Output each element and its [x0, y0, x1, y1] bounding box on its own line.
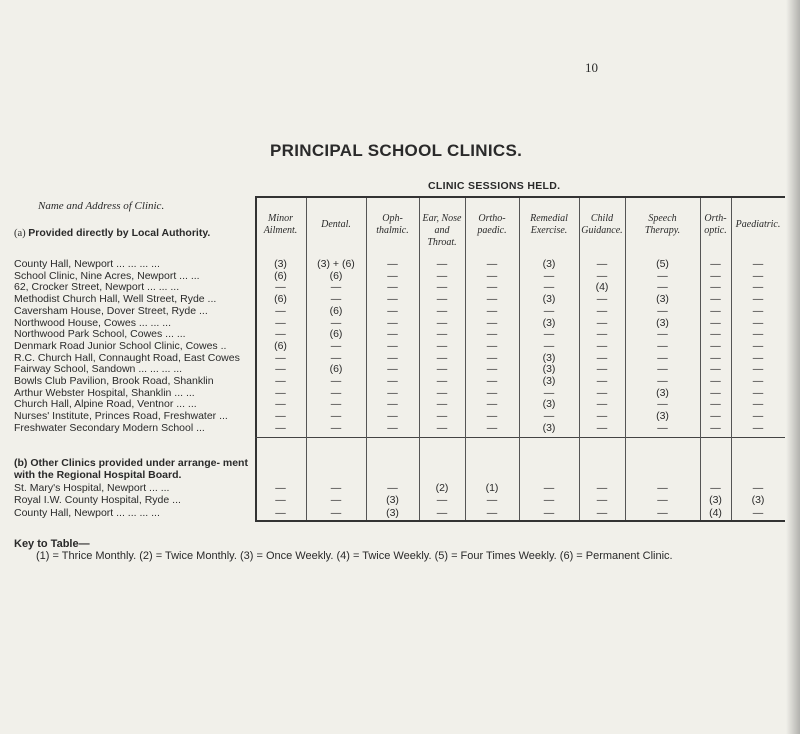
table-cell: —: [596, 494, 608, 507]
table-cell: (3): [751, 494, 765, 507]
column-header-line: optic.: [704, 225, 727, 236]
table-cell: —: [543, 494, 555, 507]
table-cell: —: [657, 269, 668, 282]
row-label: 62, Crocker Street, Newport ... ... ...: [14, 281, 180, 294]
row-label: School Clinic, Nine Acres, Newport ... ...: [14, 269, 200, 282]
table-cell: —: [275, 363, 286, 376]
table-cell: —: [752, 421, 764, 434]
table-cell: —: [275, 482, 286, 494]
table-cell: —: [275, 421, 286, 434]
table-cell: —: [330, 398, 342, 411]
table-cell: —: [657, 363, 668, 376]
row-label: Northwood House, Cowes ... ... ...: [14, 316, 171, 329]
table-cell: —: [486, 328, 498, 341]
table-cell: —: [657, 304, 668, 317]
table-cell: —: [436, 281, 448, 294]
table-cell: —: [710, 482, 721, 494]
table-cell: —: [387, 269, 398, 282]
column-header: [366, 213, 419, 237]
table-cell: —: [486, 351, 498, 364]
table-cell: —: [486, 269, 498, 282]
row-label: Northwood Park School, Cowes ... ...: [14, 328, 186, 341]
table-cell: —: [657, 482, 668, 494]
table-cell: —: [543, 328, 555, 341]
table-cell: —: [330, 281, 342, 294]
table-cell: —: [486, 363, 498, 376]
table-cell: —: [710, 316, 721, 329]
page-edge-shadow: [786, 0, 800, 734]
table-cell: (3): [542, 351, 556, 364]
row-label: County Hall, Newport ... ... ... ...: [14, 258, 160, 270]
table-cell: —: [387, 328, 398, 341]
table-cell: —: [486, 386, 498, 399]
table-cell: —: [387, 363, 398, 376]
table-cell: —: [752, 281, 764, 294]
table-cell: —: [710, 293, 721, 306]
table-cell: —: [710, 281, 721, 294]
table-cell: (3): [542, 363, 556, 376]
table-cell: —: [543, 482, 555, 494]
table-cell: —: [596, 386, 608, 399]
row-label: Nurses' Institute, Princes Road, Freshwater ...: [14, 410, 228, 423]
table-cell: —: [387, 304, 398, 317]
table-cell: (4): [595, 281, 609, 294]
table-cell: —: [752, 351, 764, 364]
column-header: [465, 213, 519, 237]
table-cell: —: [596, 482, 608, 494]
table-subtitle: CLINIC SESSIONS HELD.: [428, 180, 561, 192]
table-cell: —: [387, 258, 398, 270]
table-cell: —: [596, 351, 608, 364]
table-cell: —: [657, 281, 668, 294]
table-cell: —: [486, 494, 498, 507]
table-cell: —: [752, 398, 764, 411]
table-cell: —: [387, 281, 398, 294]
table-cell: —: [436, 258, 448, 270]
section-a-heading: [14, 227, 210, 239]
table-cell: —: [657, 506, 668, 519]
table-cell: —: [657, 421, 668, 434]
table-cell: —: [710, 363, 721, 376]
table-cell: —: [543, 304, 555, 317]
table-cell: —: [752, 269, 764, 282]
table-cell: —: [710, 339, 721, 352]
table-cell: (6): [274, 339, 287, 352]
table-cell: —: [657, 375, 668, 387]
column-header-line: Oph-: [382, 213, 403, 224]
table-cell: (3): [709, 494, 722, 507]
table-cell: —: [330, 375, 342, 387]
column-header-line: Ailment.: [263, 225, 298, 236]
table-cell: —: [486, 293, 498, 306]
table-cell: —: [436, 506, 448, 519]
table-cell: —: [752, 386, 764, 399]
table-cell: —: [275, 351, 286, 364]
table-cell: —: [330, 421, 342, 434]
page-title: PRINCIPAL SCHOOL CLINICS.: [270, 141, 523, 160]
table-cell: —: [596, 316, 608, 329]
table-cell: (3): [386, 494, 399, 507]
table-cell: (1): [485, 482, 499, 494]
table-cell: —: [387, 316, 398, 329]
table-cell: —: [710, 304, 721, 317]
table-cell: —: [752, 293, 764, 306]
table-cell: —: [486, 398, 498, 411]
table-cell: —: [752, 375, 764, 387]
table-cell: —: [330, 482, 342, 494]
column-header: [419, 213, 465, 249]
table-cell: —: [543, 269, 555, 282]
column-header: [731, 219, 785, 231]
table-cell: —: [330, 316, 342, 329]
table-cell: —: [436, 316, 448, 329]
table-cell: —: [330, 351, 342, 364]
table-cell: —: [596, 410, 608, 423]
table-cell: —: [275, 375, 286, 387]
table-cell: —: [387, 386, 398, 399]
table-cell: —: [330, 386, 342, 399]
table-cell: —: [710, 398, 721, 411]
table-cell: —: [330, 339, 342, 352]
table-bottom-rule: [255, 520, 785, 522]
table-cell: —: [596, 328, 608, 341]
table-cell: (6): [329, 363, 343, 376]
table-cell: —: [387, 482, 398, 494]
table-cell: (3): [542, 258, 556, 270]
column-header: [306, 219, 366, 231]
table-cell: —: [436, 351, 448, 364]
table-cell: (6): [274, 269, 287, 282]
table-cell: —: [486, 304, 498, 317]
table-cell: —: [387, 375, 398, 387]
table-cell: —: [330, 494, 342, 507]
table-cell: —: [486, 506, 498, 519]
table-cell: —: [436, 375, 448, 387]
section-a-label: Provided directly by Local Authority.: [28, 227, 211, 239]
table-cell: —: [752, 258, 764, 270]
table-cell: —: [275, 328, 286, 341]
column-header: [255, 213, 306, 237]
table-cell: (3) + (6): [317, 258, 355, 270]
table-cell: —: [486, 258, 498, 270]
table-cell: —: [436, 328, 448, 341]
table-cell: —: [275, 386, 286, 399]
column-header-line: Exercise.: [530, 225, 568, 236]
column-header-line: thalmic.: [376, 225, 409, 236]
table-cell: —: [543, 339, 555, 352]
table-cell: —: [436, 293, 448, 306]
table-cell: —: [710, 386, 721, 399]
row-label: Freshwater Secondary Modern School ...: [14, 421, 205, 434]
table-cell: —: [596, 269, 608, 282]
table-cell: —: [657, 398, 668, 411]
table-cell: —: [387, 410, 398, 423]
row-label: Church Hall, Alpine Road, Ventnor ... ...: [14, 398, 197, 411]
table-cell: —: [486, 339, 498, 352]
section-b-heading: (b) Other Clinics provided under arrange- ment with the Regional Hospital Board.: [14, 457, 248, 481]
table-cell: —: [752, 339, 764, 352]
table-cell: —: [596, 293, 608, 306]
row-label: Bowls Club Pavilion, Brook Road, Shanklin: [14, 375, 214, 387]
table-cell: —: [596, 506, 608, 519]
page-number: 10: [585, 60, 598, 75]
table-cell: —: [275, 398, 286, 411]
table-cell: —: [275, 316, 286, 329]
table-cell: —: [657, 339, 668, 352]
table-cell: (3): [656, 410, 669, 423]
column-header: [625, 213, 700, 237]
column-header-line: Child: [590, 213, 614, 224]
table-cell: —: [387, 398, 398, 411]
table-cell: (3): [386, 506, 399, 519]
table-cell: —: [543, 410, 555, 423]
name-column-header: Name and Address of Clinic.: [38, 200, 165, 212]
table-cell: —: [387, 339, 398, 352]
column-header-line: Dental.: [321, 219, 351, 230]
table-cell: —: [710, 421, 721, 434]
table-cell: —: [710, 410, 721, 423]
table-cell: —: [436, 410, 448, 423]
table-cell: (6): [274, 293, 287, 306]
table-cell: (6): [329, 328, 343, 341]
table-cell: —: [596, 398, 608, 411]
table-cell: —: [657, 351, 668, 364]
row-label: Methodist Church Hall, Well Street, Ryde ...: [14, 293, 217, 306]
table-cell: —: [486, 421, 498, 434]
row-label: Arthur Webster Hospital, Shanklin ... ...: [14, 386, 195, 399]
table-cell: —: [710, 375, 721, 387]
row-label: Royal I.W. County Hospital, Ryde ...: [14, 494, 181, 507]
column-header-line: Minor: [268, 213, 293, 224]
table-cell: —: [330, 506, 342, 519]
table-cell: —: [275, 494, 286, 507]
table-cell: —: [752, 363, 764, 376]
table-cell: (3): [656, 316, 669, 329]
column-header-line: Therapy.: [644, 225, 681, 236]
table-cell: (6): [329, 269, 343, 282]
table-cell: —: [275, 506, 286, 519]
table-cell: —: [330, 410, 342, 423]
table-cell: —: [710, 351, 721, 364]
column-header: [519, 213, 579, 237]
column-header-line: Ear, Nose: [422, 213, 462, 224]
column-header-line: Paediatric.: [735, 219, 781, 230]
table-cell: —: [486, 410, 498, 423]
column-header-line: Speech: [648, 213, 677, 224]
table-cell: —: [752, 506, 764, 519]
column-header: [579, 213, 625, 237]
table-cell: —: [330, 293, 342, 306]
row-label: County Hall, Newport ... ... ... ...: [14, 506, 160, 519]
table-cell: —: [752, 328, 764, 341]
row-label: Fairway School, Sandown ... ... ... ...: [14, 363, 183, 376]
table-cell: —: [387, 421, 398, 434]
table-cell: —: [596, 258, 608, 270]
table-cell: —: [436, 398, 448, 411]
table-cell: (3): [542, 375, 556, 387]
table-cell: —: [543, 506, 555, 519]
section-a-prefix: (a): [14, 228, 26, 239]
table-cell: —: [275, 410, 286, 423]
table-cell: —: [543, 281, 555, 294]
column-header-line: Ortho-: [478, 213, 506, 224]
key-text: (1) = Thrice Monthly. (2) = Twice Monthly. (3) = Once Weekly. (4) = Twice Weekly. (5) = Four Times Weekly. (6) = Permanent Clinic.: [36, 550, 673, 562]
table-cell: —: [387, 293, 398, 306]
table-cell: (6): [329, 304, 343, 317]
table-cell: —: [710, 258, 721, 270]
table-cell: —: [710, 328, 721, 341]
table-cell: —: [486, 375, 498, 387]
table-cell: —: [436, 339, 448, 352]
table-cell: —: [752, 482, 764, 494]
table-cell: —: [752, 304, 764, 317]
table-cell: —: [657, 494, 668, 507]
column-header-line: and Throat.: [427, 225, 457, 248]
table-top-rule: [255, 196, 785, 198]
table-cell: —: [275, 304, 286, 317]
table-cell: (4): [709, 506, 722, 519]
table-cell: —: [596, 304, 608, 317]
table-cell: —: [387, 351, 398, 364]
row-label: St. Mary's Hospital, Newport ... ...: [14, 482, 170, 494]
table-cell: —: [436, 386, 448, 399]
table-cell: (3): [274, 258, 287, 270]
table-cell: —: [596, 421, 608, 434]
table-cell: (3): [656, 386, 669, 399]
table-cell: —: [596, 339, 608, 352]
table-cell: —: [486, 316, 498, 329]
table-cell: —: [596, 363, 608, 376]
column-header-line: Guidance.: [581, 225, 623, 236]
key-title: Key to Table—: [14, 538, 90, 550]
table-cell: (3): [542, 398, 556, 411]
table-cell: (3): [656, 293, 669, 306]
table-cell: —: [596, 375, 608, 387]
table-cell: (3): [542, 421, 556, 434]
table-cell: (3): [542, 316, 556, 329]
table-cell: —: [436, 363, 448, 376]
table-cell: (5): [656, 258, 669, 270]
table-cell: —: [752, 316, 764, 329]
table-cell: —: [436, 421, 448, 434]
table-cell: —: [543, 386, 555, 399]
table-cell: —: [436, 269, 448, 282]
table-cell: —: [710, 269, 721, 282]
table-cell: (3): [542, 293, 556, 306]
table-cell: —: [657, 328, 668, 341]
row-label: Denmark Road Junior School Clinic, Cowes ..: [14, 339, 227, 352]
column-header: [700, 213, 731, 237]
table-section-rule: [255, 437, 785, 438]
table-cell: —: [275, 281, 286, 294]
row-label: R.C. Church Hall, Connaught Road, East Cowes: [14, 351, 240, 364]
table-cell: (2): [435, 482, 449, 494]
row-label: Caversham House, Dover Street, Ryde ...: [14, 304, 208, 317]
table-cell: —: [436, 494, 448, 507]
column-header-line: paedic.: [477, 225, 507, 236]
column-header-line: Orth-: [704, 213, 727, 224]
table-cell: —: [752, 410, 764, 423]
column-header-line: Remedial: [530, 213, 568, 224]
table-cell: —: [486, 281, 498, 294]
table-cell: —: [436, 304, 448, 317]
